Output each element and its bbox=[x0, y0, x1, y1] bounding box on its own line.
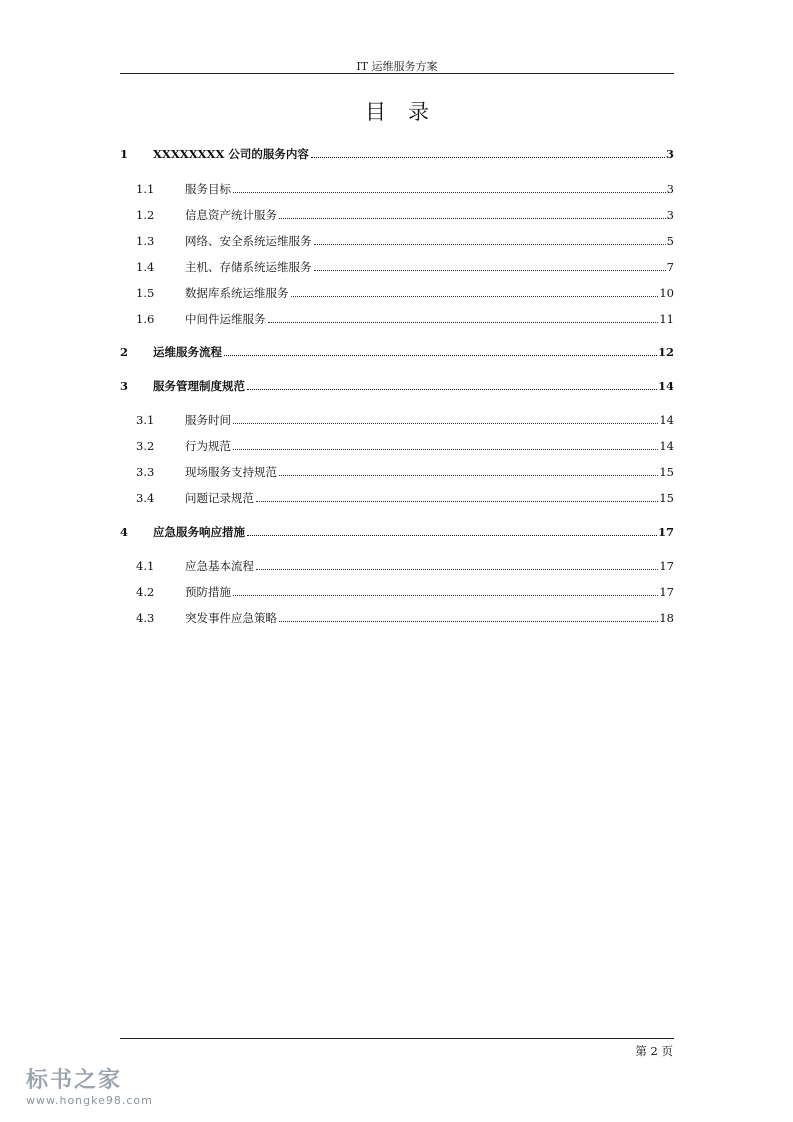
toc-entry-number: 3.4 bbox=[136, 491, 155, 505]
toc-section-entry[interactable] bbox=[120, 584, 674, 600]
toc-entry-page: 3 bbox=[666, 182, 674, 196]
toc-entry-page: 14 bbox=[659, 413, 674, 427]
toc-title: 目录 bbox=[365, 100, 451, 124]
toc-dot-leader bbox=[233, 191, 666, 193]
toc-chapter-entry[interactable] bbox=[120, 344, 674, 360]
toc-entry-label: 网络、安全系统运维服务 bbox=[185, 234, 312, 248]
toc-entry-label: 预防措施 bbox=[185, 585, 231, 599]
toc-dot-leader bbox=[247, 534, 657, 536]
toc-entry-page: 17 bbox=[657, 525, 674, 539]
toc-entry-label: 现场服务支持规范 bbox=[185, 465, 277, 479]
toc-chapter-entry[interactable] bbox=[120, 524, 674, 540]
toc-section-entry[interactable] bbox=[120, 558, 674, 574]
toc-entry-page: 15 bbox=[659, 491, 674, 505]
toc-dot-leader bbox=[314, 243, 666, 245]
toc-dot-leader bbox=[314, 269, 666, 271]
toc-section-entry[interactable] bbox=[120, 311, 674, 327]
toc-dot-leader bbox=[247, 388, 657, 390]
toc-entry-page: 10 bbox=[659, 286, 674, 300]
toc-entry-page: 7 bbox=[666, 260, 674, 274]
watermark-url: www.hongke98.com bbox=[26, 1094, 153, 1107]
toc-section-entry[interactable] bbox=[120, 233, 674, 249]
toc-entry-label: 信息资产统计服务 bbox=[185, 208, 277, 222]
toc-entry-label: 服务管理制度规范 bbox=[153, 379, 245, 393]
toc-entry-label: 服务时间 bbox=[185, 413, 231, 427]
toc-section-entry[interactable] bbox=[120, 259, 674, 275]
header-rule bbox=[120, 73, 674, 74]
toc-entry-number: 1.3 bbox=[136, 234, 155, 248]
toc-entry-page: 3 bbox=[665, 147, 674, 161]
footer-rule bbox=[120, 1038, 674, 1039]
toc-entry-page: 15 bbox=[659, 465, 674, 479]
toc-entry-number: 1.4 bbox=[136, 260, 155, 274]
toc-entry-page: 14 bbox=[659, 439, 674, 453]
toc-dot-leader bbox=[224, 354, 657, 356]
toc-dot-leader bbox=[279, 217, 666, 219]
toc-entry-label: 服务目标 bbox=[185, 182, 231, 196]
toc-section-entry[interactable] bbox=[120, 285, 674, 301]
toc-entry-page: 12 bbox=[657, 345, 674, 359]
toc-entry-number: 1.6 bbox=[136, 312, 155, 326]
toc-dot-leader bbox=[233, 448, 658, 450]
toc-entry-number: 2 bbox=[120, 345, 129, 359]
toc-entry-number: 4.3 bbox=[136, 611, 155, 625]
running-header: IT 运维服务方案 bbox=[356, 60, 438, 73]
toc-entry-label: 应急基本流程 bbox=[185, 559, 254, 573]
toc-chapter-entry[interactable] bbox=[120, 146, 674, 162]
toc-entry-number: 1.2 bbox=[136, 208, 155, 222]
toc-entry-number: 1.1 bbox=[136, 182, 155, 196]
toc-section-entry[interactable] bbox=[120, 464, 674, 480]
toc-entry-number: 3.2 bbox=[136, 439, 155, 453]
toc-entry-page: 5 bbox=[666, 234, 674, 248]
toc-dot-leader bbox=[256, 568, 658, 570]
page-number: 第 2 页 bbox=[635, 1044, 673, 1058]
toc-dot-leader bbox=[279, 474, 658, 476]
toc-entry-label: 数据库系统运维服务 bbox=[185, 286, 289, 300]
toc-entry-label: 问题记录规范 bbox=[185, 491, 254, 505]
toc-section-entry[interactable] bbox=[120, 438, 674, 454]
toc-entry-page: 11 bbox=[659, 312, 674, 326]
toc-section-entry[interactable] bbox=[120, 207, 674, 223]
toc-entry-number: 4.1 bbox=[136, 559, 155, 573]
toc-entry-label: 运维服务流程 bbox=[153, 345, 222, 359]
toc-entry-page: 17 bbox=[659, 559, 674, 573]
toc-dot-leader bbox=[256, 500, 658, 502]
toc-entry-number: 3.1 bbox=[136, 413, 155, 427]
toc-entry-label: 中间件运维服务 bbox=[185, 312, 266, 326]
watermark bbox=[26, 1068, 153, 1107]
toc-entry-number: 4 bbox=[120, 525, 129, 539]
toc-entry-page: 17 bbox=[659, 585, 674, 599]
toc-entry-number: 3.3 bbox=[136, 465, 155, 479]
toc-entry-page: 14 bbox=[657, 379, 674, 393]
toc-entry-label: 突发事件应急策略 bbox=[185, 611, 277, 625]
toc-section-entry[interactable] bbox=[120, 412, 674, 428]
toc-dot-leader bbox=[233, 422, 658, 424]
toc-section-entry[interactable] bbox=[120, 181, 674, 197]
toc-entry-number: 4.2 bbox=[136, 585, 155, 599]
toc-section-entry[interactable] bbox=[120, 610, 674, 626]
toc-entry-label: 应急服务响应措施 bbox=[153, 525, 245, 539]
toc-dot-leader bbox=[233, 594, 658, 596]
toc-entry-label: 主机、存储系统运维服务 bbox=[185, 260, 312, 274]
toc-dot-leader bbox=[311, 156, 665, 158]
toc-section-entry[interactable] bbox=[120, 490, 674, 506]
toc-entry-page: 18 bbox=[659, 611, 674, 625]
toc-entry-label: XXXXXXXX 公司的服务内容 bbox=[153, 147, 309, 161]
toc-dot-leader bbox=[268, 321, 659, 323]
toc-dot-leader bbox=[291, 295, 659, 297]
watermark-logo: 标书之家 bbox=[26, 1068, 123, 1093]
toc-entry-number: 1 bbox=[120, 147, 129, 161]
toc-dot-leader bbox=[279, 620, 658, 622]
toc-chapter-entry[interactable] bbox=[120, 378, 674, 394]
toc-entry-page: 3 bbox=[666, 208, 674, 222]
toc-entry-number: 3 bbox=[120, 379, 129, 393]
toc-entry-label: 行为规范 bbox=[185, 439, 231, 453]
toc-entry-number: 1.5 bbox=[136, 286, 155, 300]
